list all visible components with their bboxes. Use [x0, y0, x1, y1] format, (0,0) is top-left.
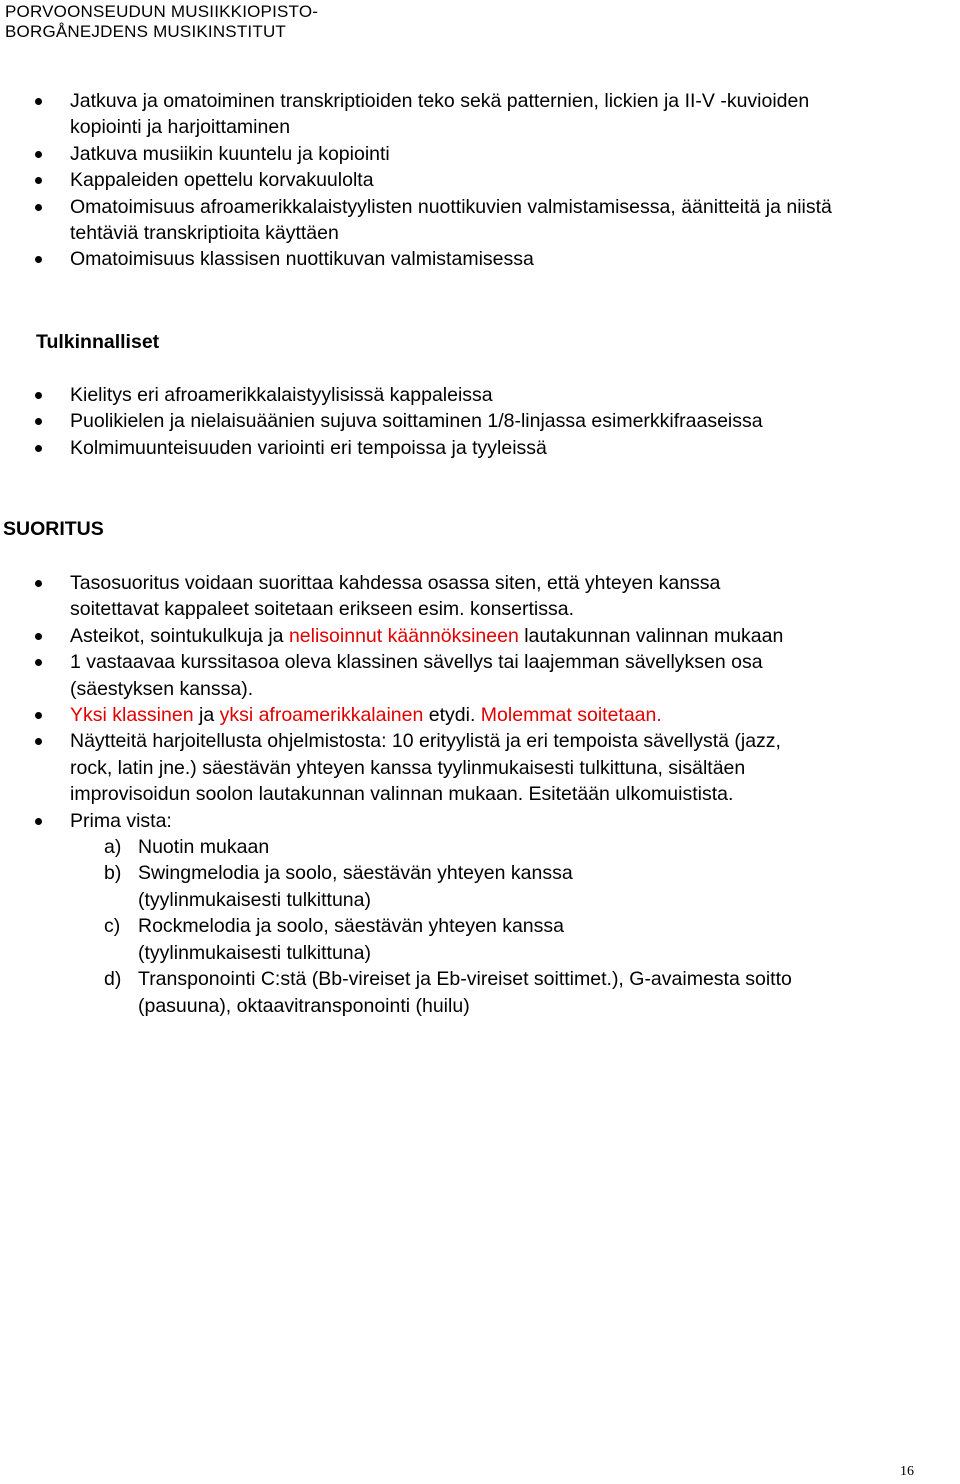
list-item-text: soitettavat kappaleet soitetaan erikseen esim. konsertissa.	[70, 598, 575, 621]
list-item-text: Kappaleiden opettelu korvakuulolta	[70, 169, 374, 192]
header-line-2: BORGÅNEJDENS MUSIKINSTITUT	[5, 22, 287, 41]
list-item-text: lautakunnan valinnan mukaan	[518, 624, 784, 647]
sublist-item-text: (pasuuna), oktaavitransponointi (huilu)	[138, 994, 470, 1017]
highlighted-text: Molemmat soitetaan.	[480, 704, 662, 727]
sublist-marker: a)	[104, 836, 122, 859]
performance-list	[0, 570, 792, 1019]
sublist-item-text: Rockmelodia ja soolo, säestävän yhteyen kanssa	[138, 915, 564, 938]
bullet-icon	[35, 204, 42, 211]
bullet-icon	[35, 98, 42, 105]
sublist-item-text: (tyylinmukaisesti tulkittuna)	[138, 888, 371, 911]
sight-reading-sublist	[70, 834, 792, 1019]
sublist-item-text: Transponointi C:stä (Bb-vireiset ja Eb-vireiset soittimet.), G-avaimesta soitto	[138, 968, 792, 991]
list-item	[0, 728, 792, 807]
sublist-marker: c)	[104, 915, 121, 938]
list-item-text: rock, latin jne.) säestävän yhteyen kanssa tyylinmukaisesti tulkittuna, sisältäen	[70, 756, 746, 779]
list-item	[0, 623, 792, 649]
list-item-text: ja	[193, 704, 220, 727]
list-item	[0, 408, 763, 434]
bullet-icon	[35, 177, 42, 184]
sublist-item-text: Swingmelodia ja soolo, säestävän yhteyen kanssa	[138, 862, 573, 885]
document-header	[5, 2, 318, 42]
bullet-icon	[35, 580, 42, 587]
bullet-icon	[35, 418, 42, 425]
bullet-icon	[35, 738, 42, 745]
list-item-text: Kielitys eri afroamerikkalaistyylisissä kappaleissa	[70, 384, 493, 406]
sublist-item-text: Nuotin mukaan	[138, 836, 270, 859]
list-item-text: Jatkuva ja omatoiminen transkriptioiden teko sekä patternien, lickien ja II-V -kuvioiden	[70, 90, 810, 112]
list-item-text: improvisoidun soolon lautakunnan valinnan mukaan. Esitetään ulkomuistista.	[70, 783, 734, 806]
header-line-1: PORVOONSEUDUN MUSIIKKIOPISTO-	[5, 2, 319, 21]
list-item	[0, 88, 832, 141]
sublist-marker: d)	[104, 968, 122, 991]
list-item	[0, 194, 832, 247]
bullet-icon	[35, 633, 42, 640]
highlighted-text: Yksi klassinen	[70, 704, 194, 727]
skills-list	[0, 88, 832, 273]
sublist-item-text: (tyylinmukaisesti tulkittuna)	[138, 941, 371, 964]
list-item	[0, 570, 792, 623]
list-item-text: tehtäviä transkriptioita käyttäen	[70, 222, 339, 245]
list-item	[0, 435, 763, 461]
list-item	[0, 649, 792, 702]
interpretation-list	[0, 382, 763, 461]
sublist-item	[70, 966, 792, 1019]
list-item	[0, 382, 763, 408]
bullet-icon	[35, 818, 42, 825]
list-item-text: Omatoimisuus klassisen nuottikuvan valmistamisessa	[70, 248, 534, 271]
list-item-text: Prima vista:	[70, 809, 172, 832]
page-number: 16	[900, 1464, 914, 1479]
list-item-text: etydi.	[423, 704, 481, 727]
list-item-text: kopiointi ja harjoittaminen	[70, 116, 291, 139]
list-item	[0, 167, 832, 193]
bullet-icon	[35, 392, 42, 399]
list-item-text: 1 vastaavaa kurssitasoa oleva klassinen sävellys tai laajemman sävellyksen osa	[70, 651, 763, 674]
list-item	[0, 702, 792, 728]
bullet-icon	[35, 256, 42, 263]
list-item-text: Puolikielen ja nielaisuäänien sujuva soittaminen 1/8-linjassa esimerkkifraaseissa	[70, 410, 763, 433]
bullet-icon	[35, 659, 42, 666]
list-item	[0, 246, 832, 272]
list-item-text: Jatkuva musiikin kuuntelu ja kopiointi	[70, 142, 390, 165]
list-item-text: (säestyksen kanssa).	[70, 677, 254, 700]
section-heading-suoritus: SUORITUS	[3, 518, 104, 540]
bullet-icon	[35, 445, 42, 452]
highlighted-text: nelisoinnut käännöksineen	[288, 624, 519, 647]
list-item-text: Kolmimuunteisuuden variointi eri tempoissa ja tyyleissä	[70, 436, 547, 459]
list-item	[0, 141, 832, 167]
highlighted-text: yksi afroamerikkalainen	[219, 704, 424, 727]
list-item-text: Asteikot, sointukulkuja ja	[70, 624, 289, 647]
sublist-item	[70, 834, 792, 860]
bullet-icon	[35, 151, 42, 158]
sublist-item	[70, 913, 792, 966]
list-item-text: Omatoimisuus afroamerikkalaistyylisten nuottikuvien valmistamisessa, äänitteitä ja niistä	[70, 195, 832, 218]
list-item-text: Näytteitä harjoitellusta ohjelmistosta: 10 erityylistä ja eri tempoista sävellystä (jazz,	[70, 730, 781, 753]
list-item	[0, 808, 792, 1019]
sublist-item	[70, 860, 792, 913]
sublist-marker: b)	[104, 862, 122, 885]
section-heading-tulkinnalliset: Tulkinnalliset	[36, 331, 160, 353]
list-item-text: Tasosuoritus voidaan suorittaa kahdessa osassa siten, että yhteyen kanssa	[70, 572, 721, 594]
bullet-icon	[35, 712, 42, 719]
